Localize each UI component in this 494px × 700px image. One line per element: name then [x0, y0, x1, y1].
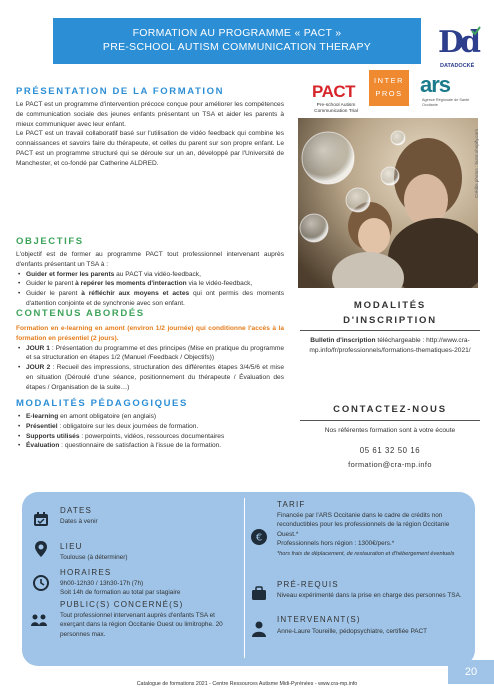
presentation-text	[16, 100, 284, 169]
datadock-mark: Dd	[438, 25, 477, 60]
tarif-hors-region: Professionnels hors région : 1300€/pers.*	[277, 540, 395, 548]
list-item: • Guider et former les parents au PACT via vidéo-feedback,	[16, 270, 284, 280]
modalites-pedagogiques-text	[16, 412, 284, 451]
pact-logo-subtitle: Pre-school Autism Communication Trial	[314, 103, 358, 114]
header-title-line2: PRE-SCHOOL AUTISM COMMUNICATION THERAPY	[102, 41, 372, 53]
presentation-paragraph-1: Le PACT est un programme d'intervention précoce conçue pour améliorer les compétences de communication sociale des jeunes enfants présentant un TSA et aider les parents à mieux communiquer avec leur enfant.	[16, 101, 284, 128]
modalites-list	[16, 412, 284, 451]
pact-logo	[306, 82, 364, 122]
datadock-badge-icon	[470, 25, 482, 37]
contact-phone[interactable]: 05 61 32 50 16	[359, 446, 421, 455]
list-item: • Guider le parent à réfléchir aux moyens et actes qui ont permis des moments d'attention conjointe et de synchronie avec son enfant.	[16, 289, 284, 309]
calendar-icon	[32, 510, 50, 528]
inscription-heading	[300, 298, 480, 328]
bubbles-photo	[298, 118, 478, 288]
objectifs-heading: OBJECTIFS	[16, 236, 84, 247]
horaires-title: HORAIRES	[60, 568, 112, 577]
location-pin-icon	[32, 540, 50, 558]
ars-logo-name: ars	[420, 72, 451, 97]
list-item: • Évaluation : questionnaire de satisfaction à l'issue de la formation.	[16, 441, 284, 451]
elearning-highlight: Formation en e-learning en amont (environ 1/2 journée) qui conditionne l'accès à la formation en présentiel (2 jours).	[16, 325, 284, 342]
header-banner	[53, 18, 421, 64]
interpros-line1: INTER	[374, 76, 404, 85]
lieu-title: LIEU	[60, 542, 83, 551]
inscription-divider	[300, 330, 480, 331]
intervenant-title: INTERVENANT(S)	[277, 615, 361, 624]
public-text: Tout professionnel intervenant auprès d'enfants TSA et exerçant dans la région Occitanie Ouest ou limitrophe. 20 personnes max.	[60, 612, 223, 638]
list-item: • Guider le parent à repérer les moments d'interaction via le vidéo-feedback,	[16, 279, 284, 289]
objectifs-intro: L'objectif est de former au programme PACT tout professionnel intervenant auprès d'enfants présentant un TSA à :	[16, 251, 284, 268]
inscription-text	[300, 336, 480, 356]
tarif-text	[277, 511, 467, 559]
list-item: • Présentiel : obligatoire sur les deux journées de formation.	[16, 422, 284, 432]
objectifs-list	[16, 270, 284, 309]
datadock-logo	[432, 23, 484, 75]
inscription-heading-line2: D'INSCRIPTION	[343, 315, 437, 326]
interpros-logo	[369, 70, 409, 106]
public-title: PUBLIC(S) CONCERNÉ(S)	[60, 600, 184, 609]
contact-intro: Nos référentes formation sont à votre écoute	[324, 427, 456, 434]
prerequis-title: PRÉ-REQUIS	[277, 580, 339, 589]
panel-divider	[244, 498, 245, 658]
people-icon	[30, 612, 48, 630]
horaires-line2: Soit 14h de formation au total par stagiaire	[60, 589, 181, 597]
intervenant-text: Anne-Laure Toureille, pédopsychiatre, certifiée PACT	[277, 628, 428, 635]
interpros-line2: PROS	[375, 89, 403, 98]
dates-title: DATES	[60, 506, 93, 515]
person-icon	[250, 620, 268, 638]
list-item: • JOUR 2 : Recueil des impressions, structuration des différentes étapes 3/4/5/6 et mise en situation (Déroulé d'une séance, positionnement du thérapeute / Évaluation des étapes / Organisation de la suite…)	[16, 363, 284, 392]
tarif-title: TARIF	[277, 500, 306, 509]
footer-text: Catalogue de formations 2021 - Centre Ressources Autisme Midi-Pyrénées - www.cra-mp.info	[136, 681, 358, 687]
clock-icon	[32, 574, 50, 592]
tarif-description: Financée par l'ARS Occitanie dans le cadre de crédits non reconductibles pour les professionnels de la région Occitanie Ouest.*	[277, 512, 450, 538]
dates-text: Dates à venir	[60, 518, 98, 525]
photo-credit: Crédits photos : burst.shopify.com	[474, 128, 479, 198]
page-number: 20	[448, 660, 494, 684]
euro-icon	[250, 528, 268, 546]
datadock-label: DATADOCKÉ	[440, 63, 475, 69]
contenus-text	[16, 324, 284, 393]
contact-email[interactable]: formation@cra-mp.info	[348, 460, 432, 469]
tarif-note: *hors frais de déplacement, de restauration et d'hébergement éventuels	[277, 550, 455, 557]
inscription-bold: Bulletin d'inscription	[310, 337, 376, 344]
list-item: • Supports utilisés : powerpoints, vidéos, ressources documentaires	[16, 432, 284, 442]
presentation-paragraph-2: Le PACT est un travail collaboratif basé sur l'utilisation de vidéo feedback qui combine les connaissances et savoirs faire du thérapeute, et celles du parent sur son propre enfant. Le PACT est un programme structuré qui se déroule sur un an, développé par l'Université de Manchester, et co-fondé par Catherine ALDRED.	[16, 130, 284, 167]
lieu-text: Toulouse (à déterminer)	[60, 554, 128, 561]
horaires-line1: 9h00-12h30 / 13h30-17h (7h)	[60, 580, 144, 587]
presentation-heading: PRÉSENTATION DE LA FORMATION	[16, 86, 225, 97]
inscription-heading-line1: MODALITÉS	[353, 300, 427, 311]
horaires-text	[60, 579, 235, 598]
modalites-pedagogiques-heading: MODALITÉS PÉDAGOGIQUES	[16, 398, 188, 409]
objectifs-text	[16, 250, 284, 309]
briefcase-icon	[250, 584, 268, 602]
inscription-link[interactable]: téléchargeable : http://www.cra-mp.info/fr/professionnels/formations-thematiques-2021/	[309, 337, 471, 354]
contact-heading: CONTACTEZ-NOUS	[333, 404, 447, 415]
list-item: • E-learning en amont obligatoire (en anglais)	[16, 412, 284, 422]
contact-divider	[300, 420, 480, 421]
list-item: • JOUR 1 : Présentation du programme et des principes (Mise en pratique du programme et sa structuration en étapes 1/2 (Manuel /Feedback / Objectifs))	[16, 344, 284, 364]
ars-logo	[418, 72, 472, 112]
header-title-line1: FORMATION AU PROGRAMME « PACT »	[132, 27, 342, 39]
contenus-list	[16, 344, 284, 393]
contenus-heading: CONTENUS ABORDÉS	[16, 308, 145, 319]
ars-logo-subtitle: Agence Régionale de Santé Occitanie	[422, 98, 470, 107]
svg-text:€: €	[255, 532, 263, 544]
pact-logo-name: PACT	[312, 82, 356, 101]
prerequis-text: Niveau expérimenté dans la prise en charge des personnes TSA.	[277, 592, 462, 599]
